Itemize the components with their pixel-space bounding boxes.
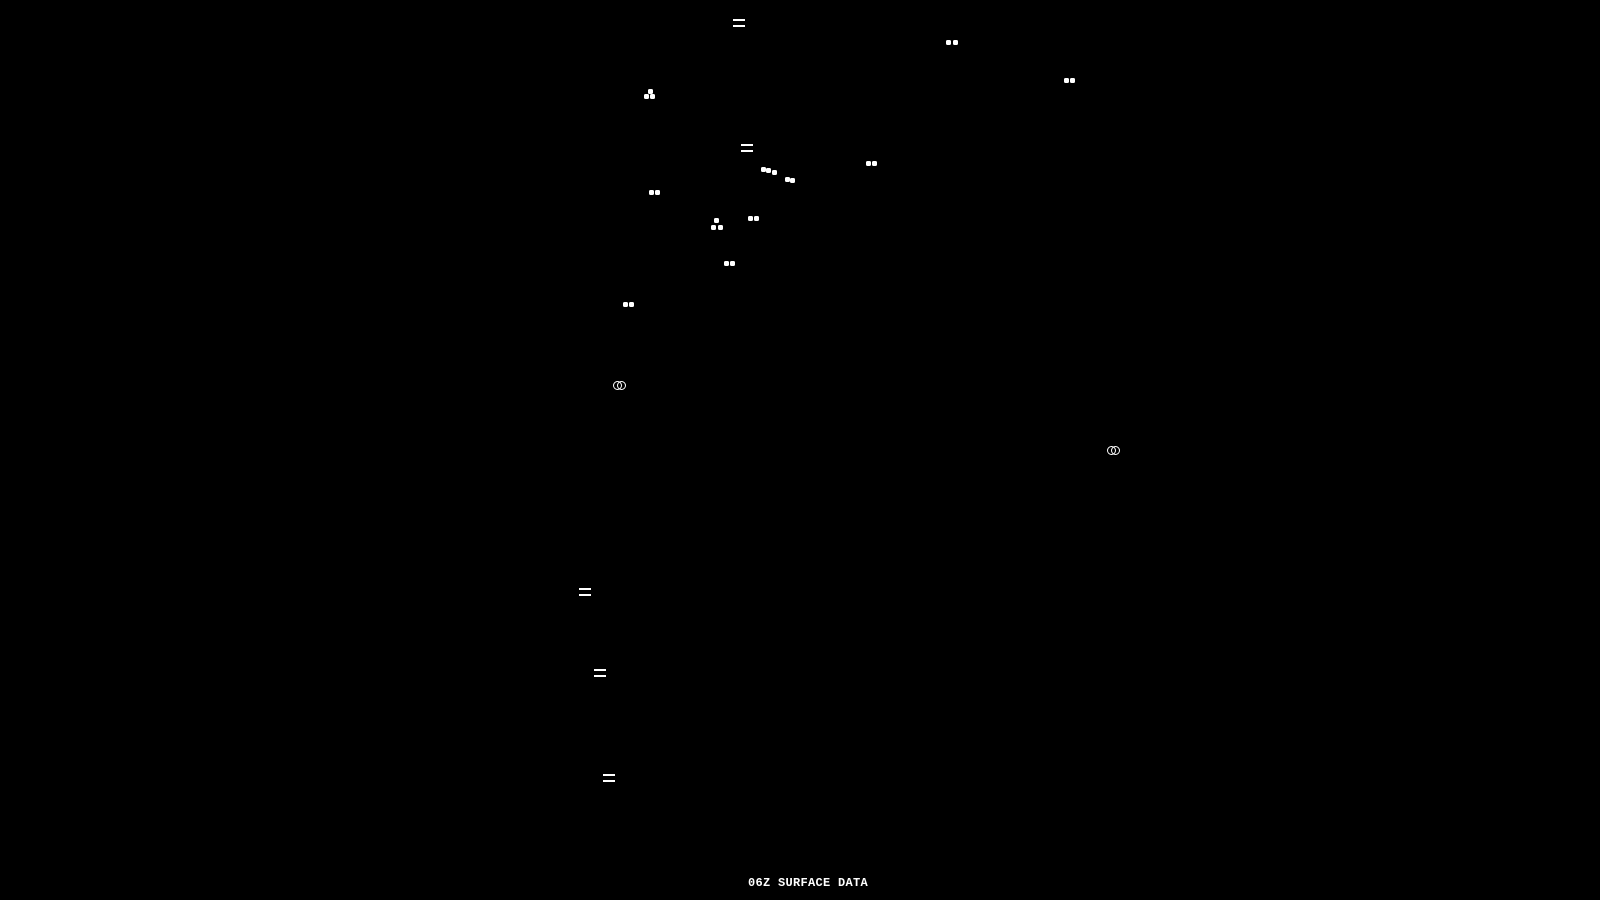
rain-dot-icon (953, 40, 958, 45)
rain-dot-icon (655, 190, 660, 195)
rain-dot-icon (1064, 78, 1069, 83)
mist-icon (733, 19, 745, 27)
rain-dot-icon (650, 94, 655, 99)
rain-dot-icon (714, 218, 719, 223)
mist-icon (579, 588, 591, 596)
rain-dot-icon (730, 261, 735, 266)
rain-dot-icon (724, 261, 729, 266)
rain-dot-icon (718, 225, 723, 230)
mist-icon (594, 669, 606, 677)
rain-dot-icon (946, 40, 951, 45)
rain-dot-icon (761, 167, 766, 172)
rain-dot-icon (649, 190, 654, 195)
mist-icon (603, 774, 615, 782)
rain-dot-icon (772, 170, 777, 175)
rain-dot-icon (711, 225, 716, 230)
haze-icon (1107, 446, 1120, 453)
plot-caption: 06Z SURFACE DATA (748, 876, 869, 890)
haze-icon (613, 381, 626, 388)
rain-dot-icon (629, 302, 634, 307)
rain-dot-icon (623, 302, 628, 307)
rain-dot-icon (785, 177, 790, 182)
rain-dot-icon (644, 94, 649, 99)
rain-dot-icon (790, 178, 795, 183)
mist-icon (741, 144, 753, 152)
rain-dot-icon (766, 168, 771, 173)
rain-dot-icon (872, 161, 877, 166)
rain-dot-icon (866, 161, 871, 166)
rain-dot-icon (754, 216, 759, 221)
rain-dot-icon (1070, 78, 1075, 83)
rain-dot-icon (748, 216, 753, 221)
